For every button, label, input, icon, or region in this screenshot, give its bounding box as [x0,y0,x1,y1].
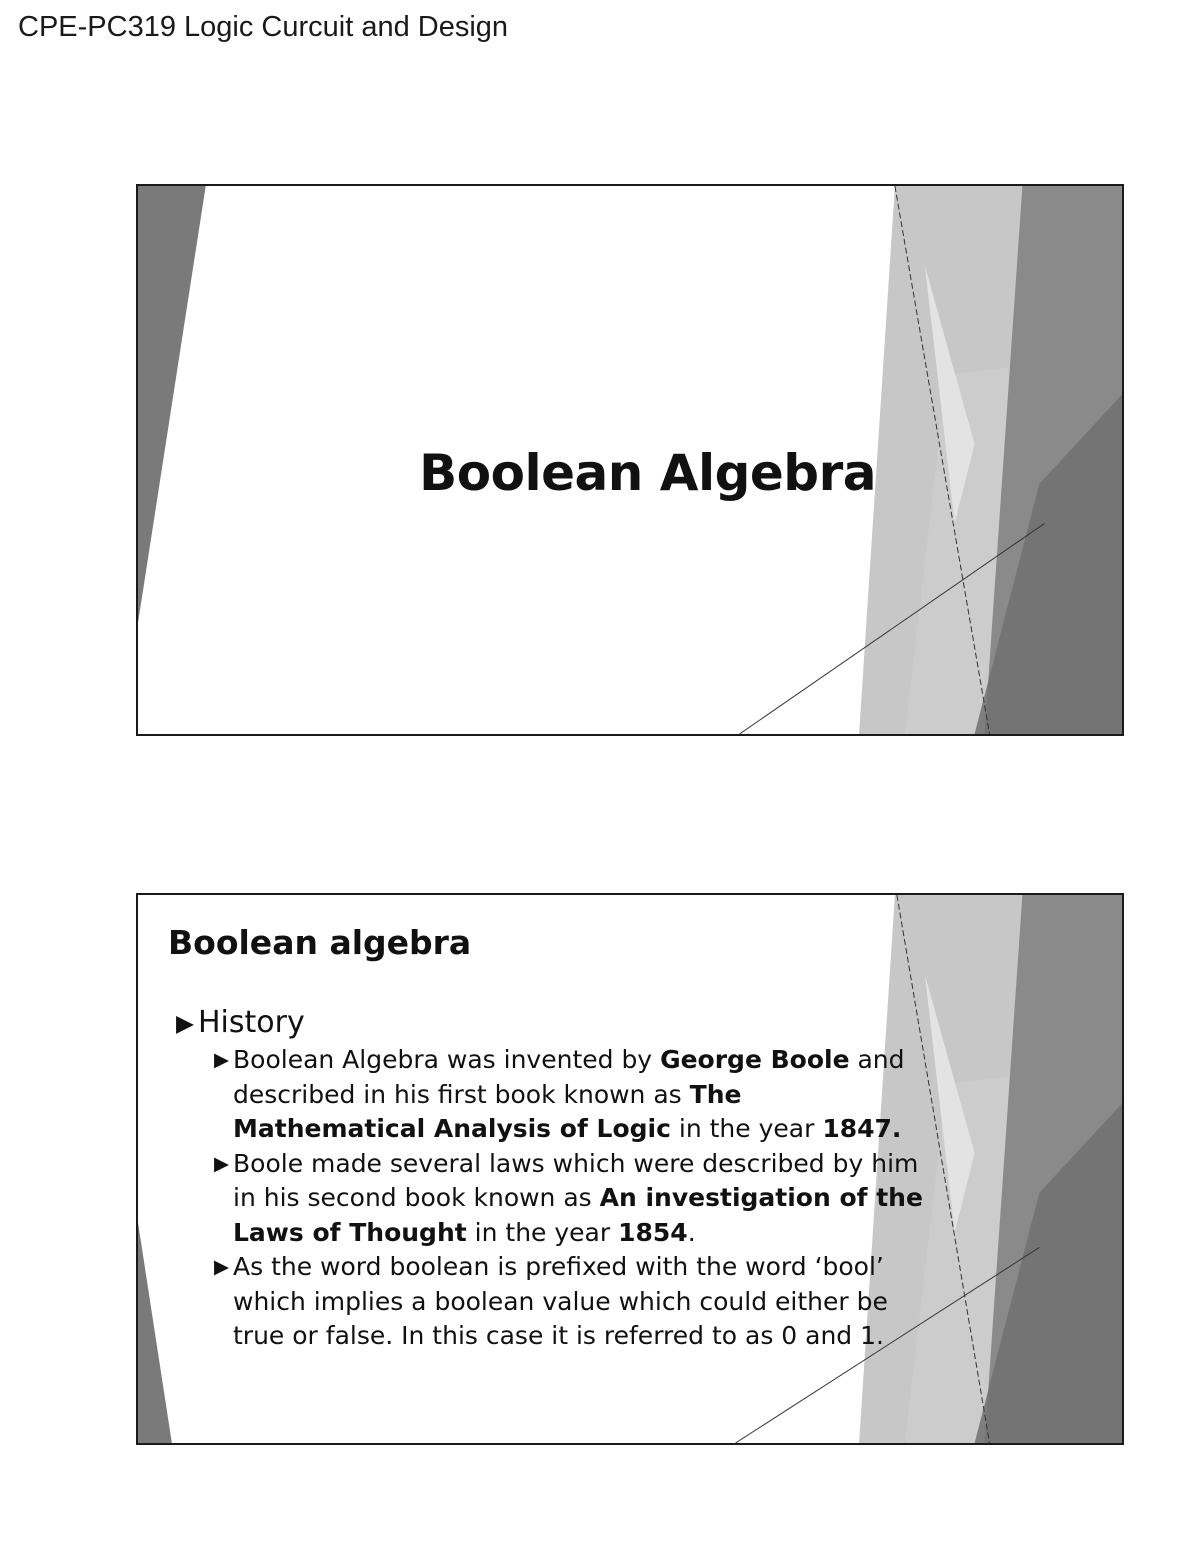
bullet-text-run: As the word boolean is prefixed with the word ‘bool’ which implies a boolean value which could either be true or false. In this case it is referred to as 0 and 1. [233,1252,888,1350]
bullet-text-run: and described in his first book known as [233,1045,905,1109]
triangle-right-icon: ▶ [214,1151,229,1175]
slide-title: Boolean Algebra [419,444,876,502]
bullet-text-run: Boolean Algebra was invented by [233,1045,661,1074]
triangle-right-icon: ▶ [176,1009,194,1037]
bullet-text-bold: 1847. [822,1114,902,1143]
bullet-text-run: Boole made several laws which were described by him in his second book known as [233,1148,919,1212]
bullet-text [233,1250,936,1354]
bullet-text [233,1043,936,1147]
triangle-right-icon: ▶ [214,1255,229,1278]
bullet-text-bold: 1854 [618,1217,688,1247]
bullet-text-bold: An investigation of the Laws of Thought [233,1183,923,1247]
bullet-text-run: in the year [466,1217,619,1247]
document-header-title: CPE-PC319 Logic Curcuit and Design [18,11,509,43]
slide-heading: Boolean algebra [168,923,472,962]
slide-title-boolean-algebra [136,184,1124,736]
bullet-text [233,1147,936,1251]
bullet-text-bold: The Mathematical Analysis of Logic [233,1079,742,1143]
bullet-text-bold: George Boole [660,1045,850,1074]
list-item [214,1043,936,1147]
list-item [214,1250,936,1354]
slide-boolean-algebra-history [136,893,1124,1445]
bullet-history [176,1003,936,1043]
bullet-text-run: in the year [670,1114,823,1143]
list-item [214,1147,936,1251]
triangle-right-icon: ▶ [214,1048,229,1071]
bullet-text-run: . [687,1217,696,1247]
slide-body [176,1003,936,1354]
bullet-label: History [198,1005,305,1040]
